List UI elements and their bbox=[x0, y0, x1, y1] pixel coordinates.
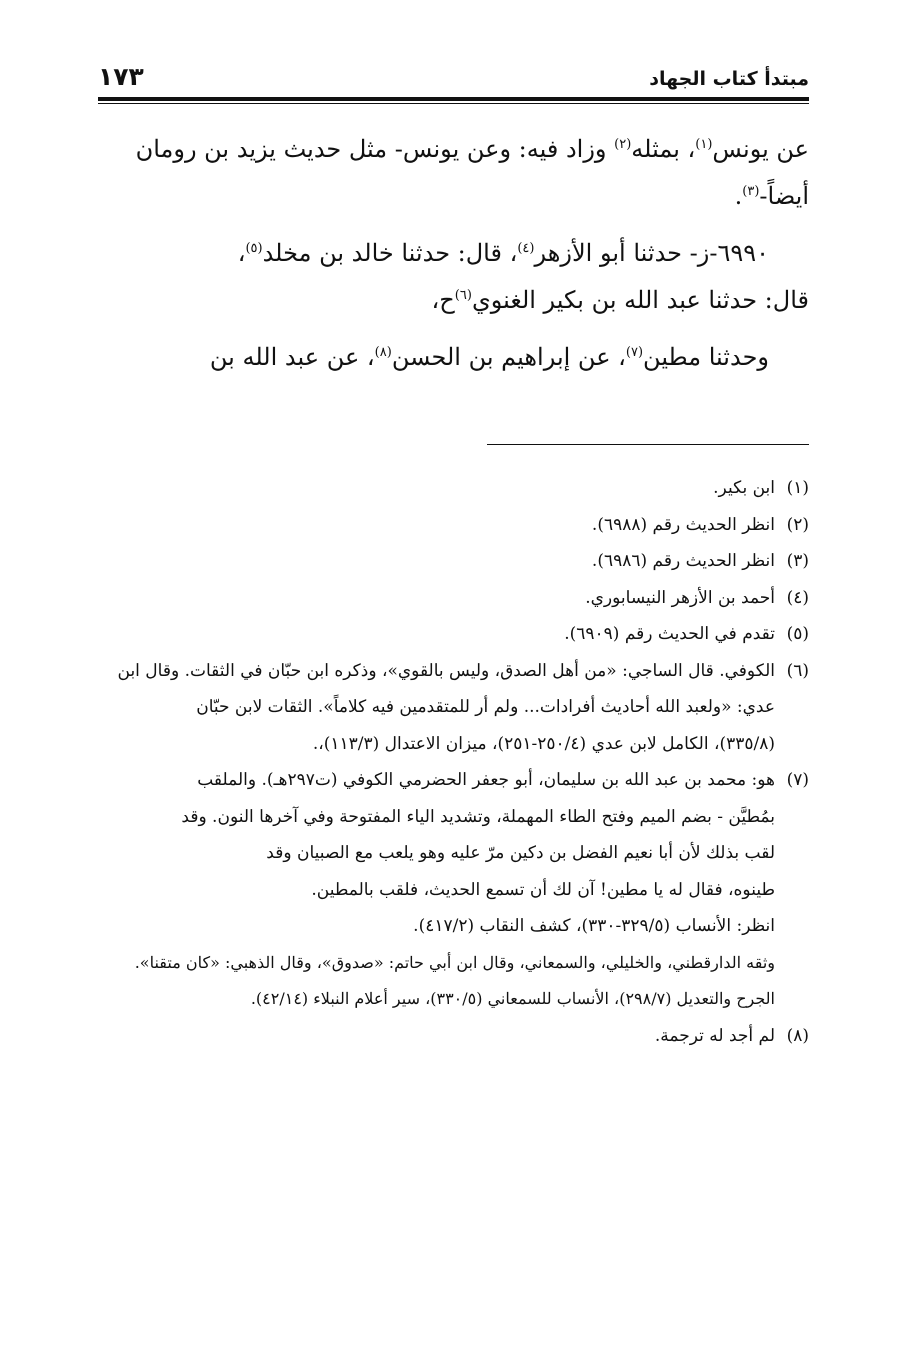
footnote-ref-5[interactable]: (٥) bbox=[245, 241, 263, 256]
footnote-text: لم أجد له ترجمة. bbox=[654, 1025, 775, 1046]
footnote-text-line: عدي: «ولعبد الله أحاديث أفرادات... ولم أر للمتقدمين فيه كلاماً». الثقات لابن حبّان bbox=[196, 697, 775, 717]
footnote-5 bbox=[98, 616, 809, 653]
paragraph-hadith-6990 bbox=[98, 230, 809, 324]
footnote-6 bbox=[98, 653, 809, 763]
footnote-3 bbox=[98, 543, 809, 580]
text-run: وحدثنا مطين bbox=[643, 343, 769, 371]
footnote-2 bbox=[98, 507, 809, 544]
footnote-ref-8[interactable]: (٨) bbox=[374, 345, 392, 360]
footnote-text: انظر الحديث رقم (٦٩٨٦). bbox=[591, 551, 775, 571]
text-run: . bbox=[734, 182, 743, 210]
text-run: أيضاً- bbox=[759, 182, 809, 210]
footnote-ref-6[interactable]: (٦) bbox=[454, 288, 472, 303]
text-run: ، بمثله bbox=[631, 135, 696, 163]
footnote-number: (٦) bbox=[786, 660, 809, 681]
footnote-8 bbox=[98, 1018, 809, 1055]
text-run: ، عن عبد الله بن bbox=[209, 343, 375, 371]
footnote-text-line: الكوفي. قال الساجي: «من أهل الصدق، وليس بالقوي»، وذكره ابن حبّان في الثقات. وقال ابن bbox=[117, 660, 775, 681]
footnote-number: (٥) bbox=[786, 624, 809, 644]
text-run: ح، bbox=[431, 286, 455, 314]
footnote-ref-1[interactable]: (١) bbox=[695, 137, 713, 152]
footnote-7 bbox=[98, 762, 809, 1018]
text-run: ٦٩٩٠-ز- حدثنا أبو الأزهر bbox=[534, 239, 769, 267]
text-run: ، قال: حدثنا خالد بن مخلد bbox=[262, 239, 518, 267]
footnote-text: ابن بكير. bbox=[713, 478, 775, 498]
footnote-text-line: (٣٣٥/٨)، الكامل لابن عدي (٢٥٠/٤-٢٥١)، ميزان الاعتدال (١١٣/٣)،. bbox=[312, 733, 775, 754]
footnote-text-line: هو: محمد بن عبد الله بن سليمان، أبو جعفر الحضرمي الكوفي (ت٢٩٧هـ). والملقب bbox=[197, 770, 775, 790]
main-text bbox=[98, 126, 809, 381]
footnote-number: (٨) bbox=[786, 1025, 809, 1046]
header-rule-thin bbox=[98, 103, 809, 104]
text-run: ، bbox=[237, 239, 246, 267]
footnote-number: (٢) bbox=[786, 514, 809, 535]
running-title: مبتدأ كتاب الجهاد bbox=[649, 68, 809, 90]
footnote-ref-3[interactable]: (٣) bbox=[742, 184, 760, 199]
footnote-text-line: الجرح والتعديل (٢٩٨/٧)، الأنساب للسمعاني (٣٣٠/٥)، سير أعلام النبلاء (٤٢/١٤). bbox=[250, 989, 775, 1008]
paragraph-1 bbox=[98, 126, 809, 220]
header-rule-thick bbox=[98, 97, 809, 101]
footnote-text-line: وثقه الدارقطني، والخليلي، والسمعاني، وقال ابن أبي حاتم: «صدوق»، وقال الذهبي: «كان متقنا». bbox=[134, 952, 775, 972]
footnote-number: (٣) bbox=[786, 551, 809, 571]
footnote-separator bbox=[487, 444, 809, 445]
footnote-text: أحمد بن الأزهر النيسابوري. bbox=[585, 587, 775, 608]
footnote-number: (٤) bbox=[786, 587, 809, 608]
page-header bbox=[98, 62, 809, 96]
footnote-1 bbox=[98, 470, 809, 507]
footnote-text-line: بمُطيَّن - بضم الميم وفتح الطاء المهملة، وتشديد الياء المفتوحة وفي آخرها النون. وقد bbox=[181, 806, 775, 827]
page-number: ١٧٣ bbox=[98, 62, 144, 91]
footnote-text-line: انظر: الأنساب (٣٢٩/٥-٣٣٠)، كشف النقاب (٤١٧/٢). bbox=[413, 916, 775, 936]
footnote-4 bbox=[98, 580, 809, 617]
footnotes bbox=[98, 470, 809, 1054]
footnote-text: انظر الحديث رقم (٦٩٨٨). bbox=[591, 514, 775, 535]
footnote-text: تقدم في الحديث رقم (٦٩٠٩). bbox=[564, 624, 775, 644]
footnote-ref-2[interactable]: (٢) bbox=[614, 137, 632, 152]
footnote-number: (١) bbox=[786, 478, 809, 498]
text-run: عن يونس bbox=[712, 135, 809, 163]
footnote-number: (٧) bbox=[786, 770, 809, 790]
text-run: ، عن إبراهيم بن الحسن bbox=[391, 343, 626, 371]
footnote-ref-4[interactable]: (٤) bbox=[517, 241, 535, 256]
paragraph-3 bbox=[98, 334, 809, 381]
footnote-text-line: طينوه، فقال له يا مطين! آن لك أن تسمع الحديث، فلقب بالمطين. bbox=[311, 879, 775, 900]
footnote-ref-7[interactable]: (٧) bbox=[625, 345, 644, 360]
footnote-text-line: لقب بذلك لأن أبا نعيم الفضل بن دكين مرّ عليه وهو يلعب مع الصبيان وقد bbox=[266, 843, 775, 863]
text-run: قال: حدثنا عبد الله بن بكير الغنوي bbox=[471, 286, 809, 314]
text-run: وزاد فيه: وعن يونس- مثل حديث يزيد بن رومان bbox=[135, 135, 615, 163]
